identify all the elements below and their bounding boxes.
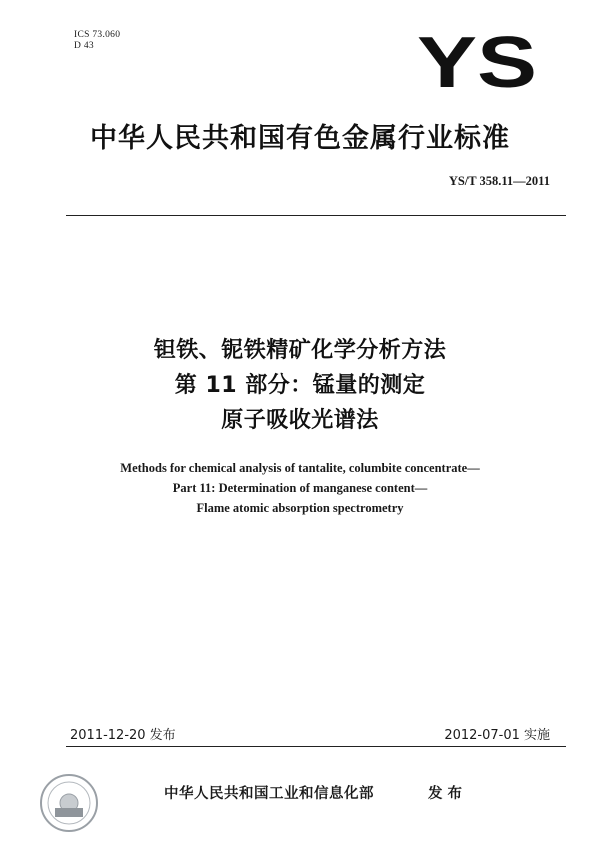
ccs-code: D 43 [74, 41, 94, 51]
ics-code-block [74, 30, 120, 52]
issuing-authority: 中华人民共和国工业和信息化部 [164, 786, 374, 802]
header-divider [66, 215, 566, 216]
cn-title-line-3: 原子吸收光谱法 [221, 408, 379, 433]
issue-date: 2011-12-20 发布 [70, 728, 176, 743]
standard-category-title: 中华人民共和国有色金属行业标准 [90, 123, 510, 154]
cn-title-line-1: 钽铁、铌铁精矿化学分析方法 [153, 338, 447, 363]
standard-number: YS/T 358.11—2011 [448, 174, 550, 188]
implementation-date: 2012-07-01 实施 [444, 728, 550, 743]
circular-seal-stamp [38, 772, 100, 834]
issuing-label: 发 布 [428, 786, 463, 802]
en-title-line-3: Flame atomic absorption spectrometry [196, 501, 404, 515]
en-title-line-1: Methods for chemical analysis of tantalite, columbite concentrate— [120, 461, 480, 475]
ys-logo-text: YS [417, 33, 537, 89]
cn-title-line-2: 第 11 部分：锰量的测定 [174, 373, 426, 398]
ics-code: ICS 73.060 [74, 30, 121, 40]
ys-logo [415, 33, 540, 89]
en-title-line-2: Part 11: Determination of manganese content— [172, 481, 428, 495]
footer-divider [66, 746, 566, 747]
